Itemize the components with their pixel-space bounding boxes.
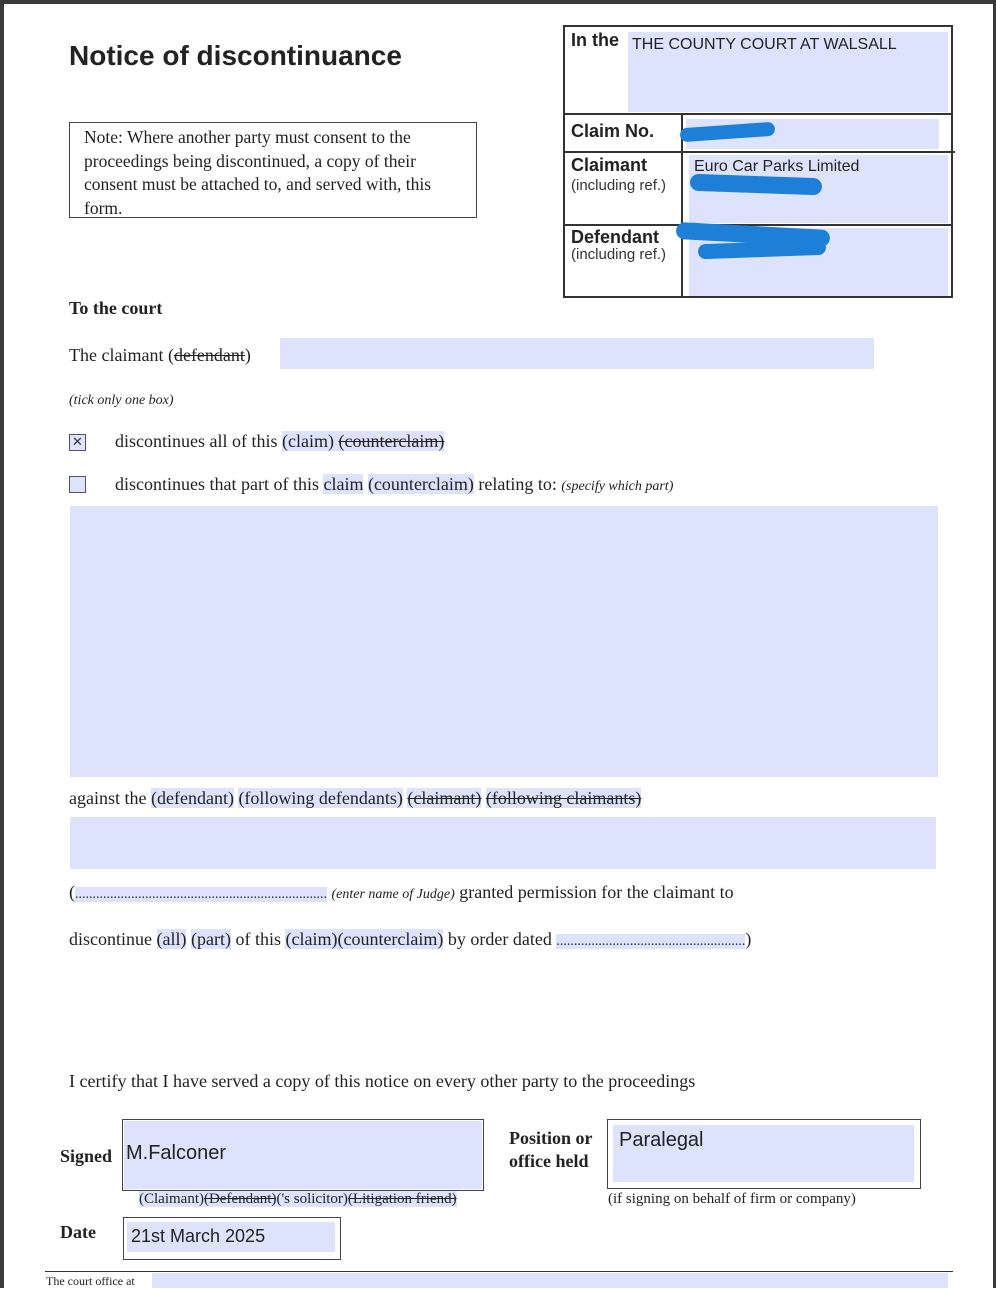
option1-counterclaim[interactable]: (counterclaim): [338, 431, 445, 451]
option2-text: discontinues that part of this: [115, 474, 319, 494]
judge-open: (: [69, 882, 75, 902]
note-box: [69, 122, 477, 218]
against-following-defendants[interactable]: (following defendants): [238, 788, 403, 808]
claimant-label: Claimant: [571, 155, 648, 175]
defendant-label: Defendant: [571, 227, 660, 247]
page-title: Notice of discontinuance: [69, 40, 402, 71]
position-field[interactable]: Paralegal: [613, 1125, 914, 1182]
tick-note: (tick only one box): [69, 393, 174, 408]
in-the-label: In the: [571, 30, 619, 50]
order-date-field[interactable]: ......................................................: [556, 934, 746, 949]
date-field[interactable]: 21st March 2025: [127, 1222, 335, 1252]
role-claimant[interactable]: (Claimant): [139, 1191, 204, 1207]
against-line: [69, 788, 641, 809]
option1-text: discontinues all of this: [115, 431, 278, 451]
discontinue-line: [69, 929, 751, 950]
discontinue-claim-counterclaim[interactable]: (claim)(counterclaim): [285, 929, 444, 949]
against-following-claimants[interactable]: (following claimants): [485, 788, 642, 808]
option2-specify: (specify which part): [561, 479, 674, 494]
court-office-label: The court office at: [46, 1274, 135, 1288]
date-label: Date: [60, 1222, 96, 1242]
discontinue-part[interactable]: (part): [190, 929, 231, 949]
claimant-line: [69, 345, 251, 366]
judge-line: [69, 882, 734, 903]
option1-claim[interactable]: (claim): [281, 431, 334, 451]
to-the-court-heading: To the court: [69, 298, 163, 318]
signature-field[interactable]: M.Falconer: [124, 1121, 482, 1189]
divider: [563, 113, 953, 115]
role-solicitor[interactable]: ('s solicitor): [276, 1191, 348, 1207]
part-details-field[interactable]: [70, 506, 938, 777]
position-label-line2: office held: [509, 1151, 589, 1171]
note-text: Note: Where another party must consent to the proceedings being discontinued, a copy of their consent must be attached to, and served with, this form.: [84, 127, 432, 218]
claimant-field[interactable]: Euro Car Parks Limited: [689, 155, 948, 223]
behalf-note: (if signing on behalf of firm or company): [608, 1191, 856, 1207]
claimant-name-field[interactable]: [280, 338, 874, 369]
judge-name-field[interactable]: ........................................................................: [75, 887, 327, 902]
signed-label: Signed: [60, 1146, 113, 1166]
certify-statement: I certify that I have served a copy of this notice on every other party to the proceedings: [69, 1071, 696, 1091]
option1-line: [115, 431, 444, 452]
against-prefix: against the: [69, 788, 147, 808]
signer-roles: [139, 1191, 457, 1208]
window-left-border: [0, 0, 4, 1288]
option2-claim[interactable]: claim: [323, 474, 364, 494]
discontinue-all-checkbox[interactable]: ✕: [69, 434, 86, 451]
option2-relating: relating to:: [478, 474, 557, 494]
discontinue-prefix: discontinue: [69, 929, 152, 949]
option2-line: [115, 474, 673, 495]
divider: [563, 151, 955, 153]
claimant-sublabel: (including ref.): [571, 177, 667, 194]
position-label-line1: Position or: [509, 1128, 593, 1148]
role-litigation-friend[interactable]: (Litigation friend): [347, 1191, 457, 1207]
claim-no-label: Claim No.: [571, 121, 655, 141]
defendant-sublabel: (including ref.): [571, 246, 667, 263]
against-defendant[interactable]: (defendant): [150, 788, 234, 808]
window-top-border: [0, 0, 996, 4]
option2-counterclaim[interactable]: (counterclaim): [367, 474, 474, 494]
role-defendant[interactable]: (Defendant): [203, 1191, 277, 1207]
against-claimant[interactable]: (claimant): [407, 788, 482, 808]
claimant-prefix: The claimant (: [69, 345, 174, 365]
against-names-field[interactable]: [70, 817, 936, 869]
discontinue-of-this: of this: [235, 929, 281, 949]
granted-text: granted permission for the claimant to: [459, 882, 734, 902]
discontinue-all[interactable]: (all): [156, 929, 187, 949]
court-office-field[interactable]: [152, 1273, 948, 1288]
footer-rule: [45, 1271, 953, 1272]
discontinue-close: ): [745, 929, 752, 949]
struck-defendant: defendant: [173, 345, 245, 365]
discontinue-part-checkbox[interactable]: [69, 476, 86, 493]
by-order-dated: by order dated: [447, 929, 552, 949]
court-name-field[interactable]: THE COUNTY COURT AT WALSALL: [628, 32, 948, 112]
claimant-suffix: ): [244, 345, 251, 365]
position-label: [509, 1127, 593, 1173]
enter-judge-hint: (enter name of Judge): [331, 887, 455, 902]
